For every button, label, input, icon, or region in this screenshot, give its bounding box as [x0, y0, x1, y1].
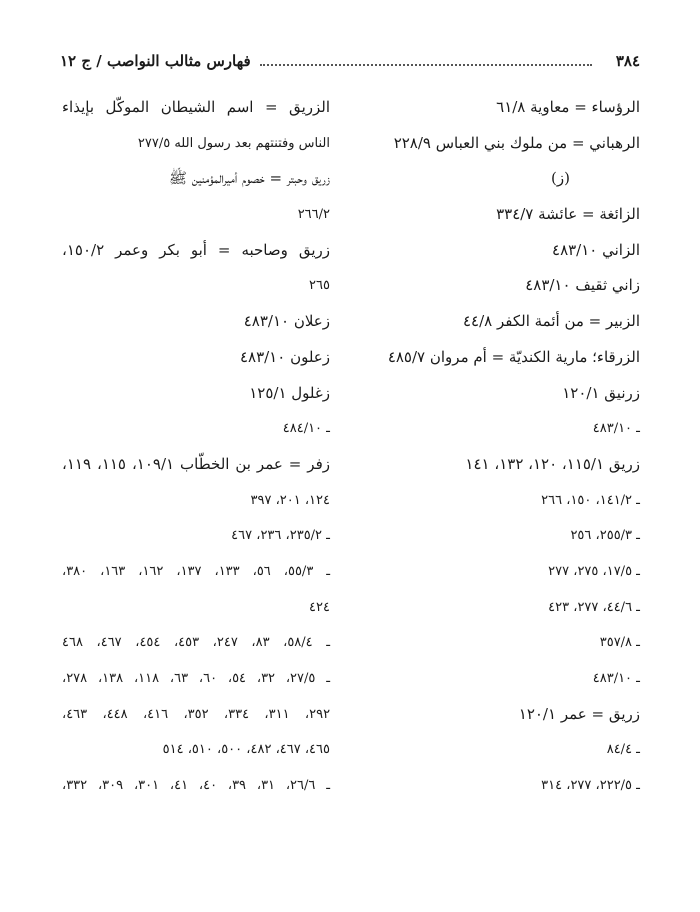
index-entry: ٢٦٥	[309, 278, 330, 294]
index-entry: الزبير = من أئمة الكفر ٤٤/٨	[462, 312, 640, 331]
index-entry: زريق ١١٥/١، ١٢٠، ١٣٢، ١٤١	[465, 454, 640, 473]
index-entry: ـ ١٤١/٢، ١٥٠، ٢٦٦	[541, 492, 640, 508]
index-entry: ـ ٤٨٣/١٠	[592, 421, 640, 437]
index-entry: زعلان ٤٨٣/١٠	[243, 312, 330, 331]
index-entry: زريق وحبتر = خصوم أميرالمؤمنين ﷺ	[168, 169, 330, 188]
index-entry: زريق وصاحبه = أبو بكر وعمر ١٥٠/٢،	[62, 240, 330, 259]
index-entry: الرؤساء = معاوية ٦١/٨	[496, 98, 640, 116]
index-entry: الزاني ٤٨٣/١٠	[552, 240, 640, 259]
index-entry: ـ ٢٧/٥، ٣٢، ٥٤، ٦٠، ٦٣، ١١٨، ١٣٨، ٢٧٨،	[62, 671, 331, 686]
index-entry: زريق = عمر ١٢٠/١	[518, 704, 640, 723]
index-entry: ـ ٢٣٥/٢، ٢٣٦، ٤٦٧	[231, 528, 330, 544]
index-entry: ـ ٨٤/٤	[606, 742, 640, 758]
index-entry: زعلون ٤٨٣/١٠	[239, 347, 330, 366]
index-entry: ـ ٤٤/٦، ٢٧٧، ٤٢٣	[548, 599, 640, 615]
index-entry: الزائغة = عائشة ٣٣٤/٧	[496, 205, 640, 224]
index-entry: الناس وفتنتهم بعد رسول الله ٢٧٧/٥	[137, 135, 330, 151]
index-entry: ٢٦٦/٢	[297, 207, 330, 223]
index-entry: ـ ١٧/٥، ٢٧٥، ٢٧٧	[548, 563, 640, 579]
index-entry: ـ ٥٥/٣، ٥٦، ١٣٣، ١٣٧، ١٦٢، ١٦٣، ٣٨٠،	[62, 563, 331, 579]
header-leader-dots	[260, 64, 592, 66]
index-entry: زاني ثقيف ٤٨٣/١٠	[525, 276, 640, 295]
section-letter-heading: (ز)	[551, 169, 570, 188]
index-entry: الرهباني = من ملوك بني العباس ٢٢٨/٩	[393, 133, 640, 152]
index-entry: ـ ٣٥٧/٨	[599, 635, 640, 651]
index-entry: ١٢٤، ٢٠١، ٣٩٧	[250, 492, 330, 508]
page-number: ٣٨٤	[615, 52, 640, 70]
index-entry: ـ ٤٨٣/١٠	[592, 671, 640, 686]
page-header	[60, 52, 640, 74]
index-entry: ـ ٢٥٥/٣، ٢٥٦	[570, 528, 640, 544]
index-column-right	[340, 90, 640, 804]
index-column-left	[62, 90, 330, 804]
index-entry: ٤٦٥، ٤٦٧، ٤٨٢، ٥٠٠، ٥١٠، ٥١٤	[162, 742, 330, 758]
index-entry: زغلول ١٢٥/١	[249, 383, 330, 402]
index-entry: ٢٩٢، ٣١١، ٣٣٤، ٣٥٢، ٤١٦، ٤٤٨، ٤٦٣،	[62, 706, 331, 722]
running-title: فهارس مثالب النواصب / ج ١٢	[60, 52, 251, 70]
index-entry: الزريق = اسم الشيطان الموكّل بإيذاء	[62, 98, 330, 116]
index-entry: ـ ٢٢٢/٥، ٢٧٧، ٣١٤	[541, 778, 640, 794]
index-entry: ـ ٥٨/٤، ٨٣، ٢٤٧، ٤٥٣، ٤٥٤، ٤٦٧، ٤٦٨	[62, 635, 331, 651]
index-entry: زرنيق ١٢٠/١	[562, 383, 640, 402]
index-entry: ـ ٢٦/٦، ٣١، ٣٩، ٤٠، ٤١، ٣٠١، ٣٠٩، ٣٣٢،	[62, 778, 331, 794]
index-entry: زفر = عمر بن الخطّاب ١٠٩/١، ١١٥، ١١٩،	[62, 454, 330, 473]
index-entry: ٤٢٤	[309, 599, 330, 615]
index-entry: الزرقاء؛ مارية الكنديّة = أم مروان ٤٨٥/٧	[387, 347, 640, 366]
index-entry: ـ ٤٨٤/١٠	[282, 421, 330, 437]
